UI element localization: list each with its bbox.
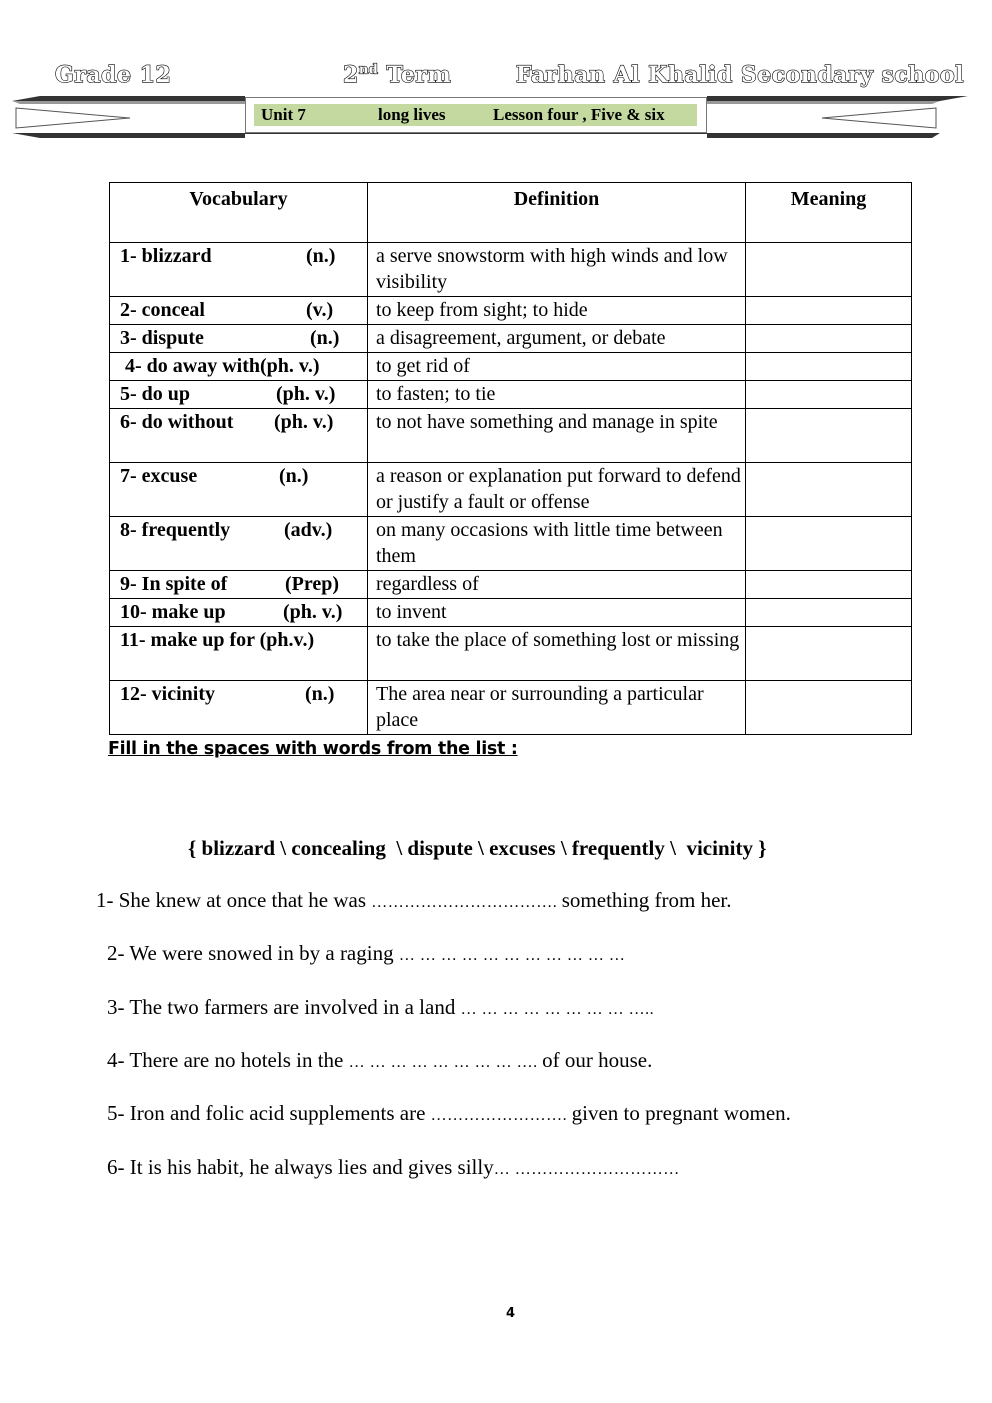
table-row bbox=[110, 463, 912, 517]
meaning-cell[interactable] bbox=[746, 517, 912, 571]
vocab-word: 6- do without bbox=[120, 411, 234, 433]
unit-banner-inner bbox=[254, 104, 697, 126]
sentence-text: 6- It is his habit, he always lies and gives silly bbox=[107, 1155, 494, 1179]
sentence-text: something from her. bbox=[561, 888, 732, 912]
answer-blank[interactable]: … … … … … … … … …. bbox=[348, 1054, 543, 1071]
vocab-word: 11- make up for (ph.v.) bbox=[120, 629, 315, 651]
vocabulary-table bbox=[109, 182, 912, 735]
vocab-word-cell bbox=[110, 409, 368, 463]
term-number: 2 bbox=[343, 62, 359, 88]
vocab-word: 4- do away with(ph. v.) bbox=[120, 355, 320, 377]
part-of-speech: (n.) bbox=[310, 327, 340, 349]
definition-cell: a disagreement, argument, or debate bbox=[368, 325, 746, 353]
vocab-word-cell bbox=[110, 571, 368, 599]
table-row bbox=[110, 297, 912, 325]
vocab-word: 1- blizzard bbox=[120, 245, 212, 267]
meaning-cell[interactable] bbox=[746, 409, 912, 463]
sentence-text: 4- There are no hotels in the bbox=[107, 1048, 349, 1072]
exercise-sentence bbox=[107, 995, 654, 1020]
definition-cell: on many occasions with little time between them bbox=[368, 517, 746, 571]
sentence-text: 3- The two farmers are involved in a land bbox=[107, 995, 461, 1019]
table-row bbox=[110, 681, 912, 735]
meaning-cell[interactable] bbox=[746, 353, 912, 381]
definition-cell: a serve snowstorm with high winds and low visibility bbox=[368, 243, 746, 297]
part-of-speech: (ph. v.) bbox=[274, 411, 334, 433]
vocab-word: 9- In spite of bbox=[120, 573, 228, 595]
table-row bbox=[110, 243, 912, 297]
part-of-speech: (n.) bbox=[306, 245, 336, 267]
part-of-speech: (Prep) bbox=[285, 573, 340, 595]
term-word: Term bbox=[386, 62, 452, 88]
meaning-cell[interactable] bbox=[746, 571, 912, 599]
exercise-sentence bbox=[96, 888, 731, 913]
vocab-word-cell bbox=[110, 681, 368, 735]
vocab-word: 10- make up bbox=[120, 601, 226, 623]
vocab-word-cell bbox=[110, 517, 368, 571]
vocab-word-cell bbox=[110, 325, 368, 353]
answer-blank[interactable]: … ………………………… bbox=[493, 1161, 680, 1178]
header-meaning: Meaning bbox=[746, 183, 912, 243]
answer-blank[interactable]: … … … … … … … … ….. bbox=[460, 1001, 655, 1018]
definition-cell: to take the place of something lost or missing bbox=[368, 627, 746, 681]
part-of-speech: (ph. v.) bbox=[283, 601, 343, 623]
unit-title: long lives bbox=[378, 105, 446, 124]
part-of-speech: (adv.) bbox=[284, 519, 333, 541]
sentence-text: given to pregnant women. bbox=[571, 1101, 791, 1125]
word-list: { blizzard \ concealing \ dispute \ excuses \ frequently \ vicinity } bbox=[188, 836, 767, 860]
unit-lessons: Lesson four , Five & six bbox=[493, 105, 665, 124]
vocab-word-cell bbox=[110, 381, 368, 409]
table-row bbox=[110, 353, 912, 381]
table-row bbox=[110, 409, 912, 463]
exercise-heading: Fill in the spaces with words from the list : bbox=[108, 739, 518, 759]
part-of-speech: (ph. v.) bbox=[276, 383, 336, 405]
meaning-cell[interactable] bbox=[746, 681, 912, 735]
meaning-cell[interactable] bbox=[746, 463, 912, 517]
part-of-speech: (n.) bbox=[305, 683, 335, 705]
vocab-word-cell bbox=[110, 463, 368, 517]
vocab-word-cell bbox=[110, 297, 368, 325]
definition-cell: The area near or surrounding a particular place bbox=[368, 681, 746, 735]
table-row bbox=[110, 571, 912, 599]
meaning-cell[interactable] bbox=[746, 243, 912, 297]
exercise-sentence bbox=[107, 1048, 652, 1073]
header-school: Farhan Al Khalid Secondary school bbox=[516, 62, 964, 88]
meaning-cell[interactable] bbox=[746, 297, 912, 325]
meaning-cell[interactable] bbox=[746, 599, 912, 627]
table-row bbox=[110, 325, 912, 353]
definition-cell: to invent bbox=[368, 599, 746, 627]
table-row bbox=[110, 381, 912, 409]
table-row bbox=[110, 627, 912, 681]
table-row bbox=[110, 599, 912, 627]
table-row bbox=[110, 517, 912, 571]
vocab-word: 12- vicinity bbox=[120, 683, 215, 705]
definition-cell: regardless of bbox=[368, 571, 746, 599]
table-header-row bbox=[110, 183, 912, 243]
definition-cell: to fasten; to tie bbox=[368, 381, 746, 409]
unit-banner bbox=[245, 97, 707, 133]
meaning-cell[interactable] bbox=[746, 325, 912, 353]
vocab-word-cell bbox=[110, 627, 368, 681]
answer-blank[interactable]: ……………………. bbox=[430, 1107, 572, 1124]
header-term bbox=[343, 62, 451, 88]
part-of-speech: (v.) bbox=[306, 299, 334, 321]
vocab-word: 3- dispute bbox=[120, 327, 204, 349]
exercise-sentence bbox=[107, 1155, 680, 1180]
header-vocabulary: Vocabulary bbox=[110, 183, 368, 243]
sentence-text: 1- She knew at once that he was bbox=[96, 888, 372, 912]
sentence-text: of our house. bbox=[542, 1048, 653, 1072]
term-suffix: nd bbox=[358, 62, 379, 78]
unit-number: Unit 7 bbox=[261, 105, 306, 124]
vocab-word: 5- do up bbox=[120, 383, 191, 405]
part-of-speech: (n.) bbox=[279, 465, 309, 487]
definition-cell: to keep from sight; to hide bbox=[368, 297, 746, 325]
vocab-word-cell bbox=[110, 243, 368, 297]
exercise-sentence bbox=[107, 941, 625, 966]
vocab-word: 2- conceal bbox=[120, 299, 205, 321]
vocab-word: 7- excuse bbox=[120, 465, 198, 487]
page-number: 4 bbox=[506, 1306, 516, 1321]
answer-blank[interactable]: ……………………………. bbox=[371, 894, 562, 911]
vocab-word: 8- frequently bbox=[120, 519, 231, 541]
meaning-cell[interactable] bbox=[746, 381, 912, 409]
definition-cell: to get rid of bbox=[368, 353, 746, 381]
definition-cell: a reason or explanation put forward to defend or justify a fault or offense bbox=[368, 463, 746, 517]
vocab-word-cell bbox=[110, 353, 368, 381]
exercise-sentence bbox=[107, 1101, 791, 1126]
meaning-cell[interactable] bbox=[746, 627, 912, 681]
sentence-text: 5- Iron and folic acid supplements are bbox=[107, 1101, 431, 1125]
header-grade: Grade 12 bbox=[55, 62, 172, 88]
definition-cell: to not have something and manage in spite bbox=[368, 409, 746, 463]
vocab-word-cell bbox=[110, 599, 368, 627]
sentence-text: 2- We were snowed in by a raging bbox=[107, 941, 399, 965]
answer-blank[interactable]: … … … … … … … … … … … bbox=[398, 947, 626, 964]
header-definition: Definition bbox=[368, 183, 746, 243]
